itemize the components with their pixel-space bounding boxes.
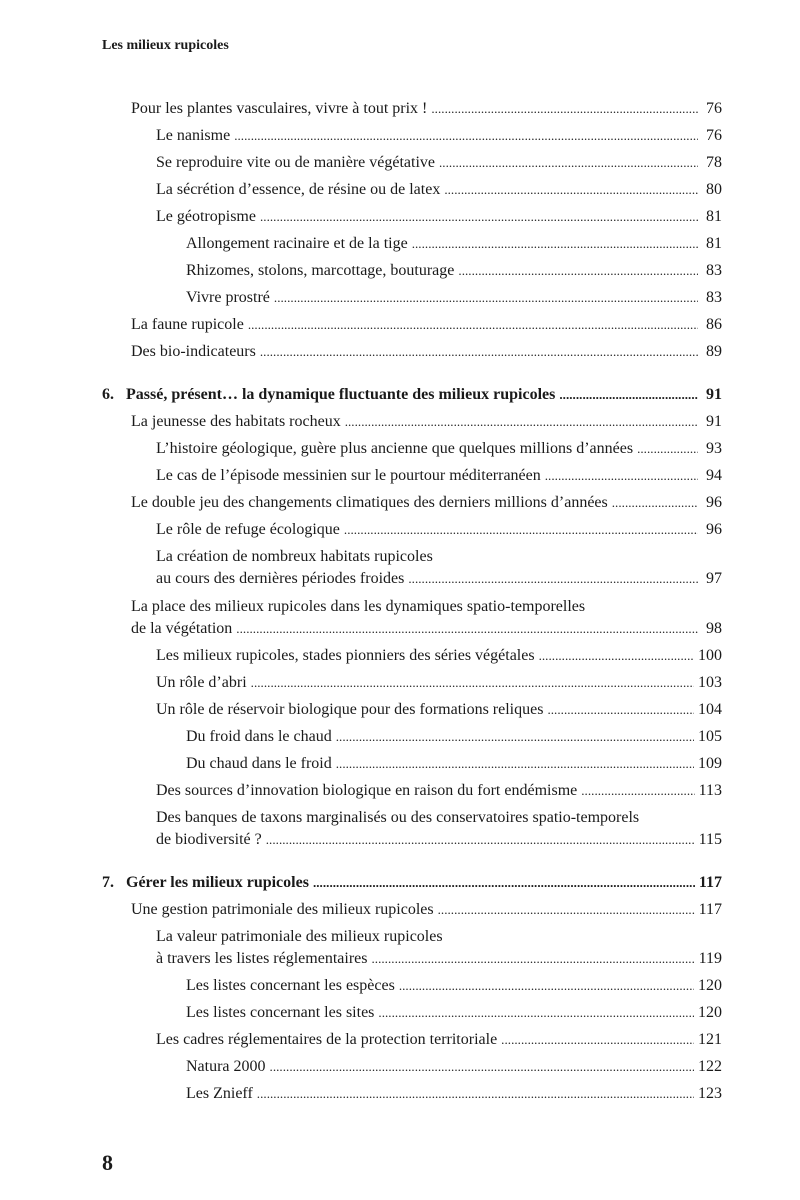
- toc-entry-title: de la végétation: [131, 620, 233, 637]
- toc-entry-title: Les Znieff: [186, 1085, 253, 1102]
- toc-entry[interactable]: [131, 98, 722, 120]
- toc-entry-title: La sécrétion d’essence, de résine ou de latex: [156, 181, 441, 198]
- dot-leader: [260, 341, 698, 363]
- running-head: Les milieux rupicoles: [102, 38, 229, 53]
- chapter-title: Passé, présent… la dynamique fluctuante des milieux rupicoles: [126, 386, 556, 403]
- toc-entry-title: Un rôle de réservoir biologique pour des formations reliques: [156, 701, 544, 718]
- toc-entry-title: Des bio-indicateurs: [131, 343, 256, 360]
- toc-entry-title: Allongement racinaire et de la tige: [186, 235, 408, 252]
- toc-entry-page: 117: [698, 901, 722, 918]
- toc-entry-page: 96: [706, 521, 722, 538]
- toc-entry-title-line1: La valeur patrimoniale des milieux rupicoles: [156, 928, 443, 945]
- toc-entry-title: Se reproduire vite ou de manière végétative: [156, 154, 435, 171]
- toc-entry[interactable]: [186, 287, 722, 309]
- dot-leader: [539, 645, 694, 667]
- dot-leader: [612, 492, 698, 514]
- dot-leader: [458, 260, 698, 282]
- toc-entry-page: 103: [698, 674, 722, 691]
- toc-entry-title: Le cas de l’épisode messinien sur le pourtour méditerranéen: [156, 467, 541, 484]
- toc-entry-page: 120: [698, 1004, 722, 1021]
- toc-entry-page: 83: [706, 289, 722, 306]
- dot-leader: [439, 152, 698, 174]
- dot-leader: [545, 465, 698, 487]
- dot-leader: [581, 780, 694, 802]
- toc-entry-title-line1: Des banques de taxons marginalisés ou des conservatoires spatio-temporels: [156, 809, 640, 826]
- toc-entry[interactable]: [186, 1056, 722, 1078]
- dot-leader: [236, 618, 698, 640]
- toc-entry-page: 81: [706, 235, 722, 252]
- toc-entry-page: 80: [706, 181, 722, 198]
- toc-entry-title-line1: La création de nombreux habitats rupicoles: [156, 548, 433, 565]
- dot-leader: [251, 672, 694, 694]
- toc-entry-page: 120: [698, 977, 722, 994]
- chapter-number: 6.: [102, 386, 114, 403]
- toc-entry-page: 117: [698, 874, 722, 891]
- toc-entry-page: 91: [706, 386, 722, 403]
- chapter-title: Gérer les milieux rupicoles: [126, 874, 309, 891]
- toc-entry-title: Rhizomes, stolons, marcottage, bouturage: [186, 262, 455, 279]
- toc-entry[interactable]: [186, 260, 722, 282]
- page-number: 8: [102, 1150, 113, 1175]
- dot-leader: [336, 726, 694, 748]
- toc-entry[interactable]: [186, 1002, 722, 1024]
- dot-leader: [336, 753, 694, 775]
- toc-entry[interactable]: [156, 546, 722, 590]
- toc-entry-title: Pour les plantes vasculaires, vivre à tout prix !: [131, 100, 428, 117]
- toc-entry[interactable]: [156, 465, 722, 487]
- toc-entry-title: à travers les listes réglementaires: [156, 950, 368, 967]
- toc-entry-title: Les listes concernant les sites: [186, 1004, 375, 1021]
- toc-entry-page: 104: [698, 701, 722, 718]
- toc-entry-title: Le nanisme: [156, 127, 231, 144]
- toc-entry-title: Le double jeu des changements climatiques des derniers millions d’années: [131, 494, 608, 511]
- toc-entry[interactable]: [186, 726, 722, 748]
- toc-entry[interactable]: [156, 152, 722, 174]
- toc-entry-page: 105: [698, 728, 722, 745]
- toc-chapter-6[interactable]: [102, 384, 722, 406]
- toc-entry-title: Du froid dans le chaud: [186, 728, 332, 745]
- toc-entry-page: 89: [706, 343, 722, 360]
- toc-entry[interactable]: [186, 1083, 722, 1105]
- toc-entry[interactable]: [131, 596, 722, 640]
- dot-leader: [274, 287, 698, 309]
- toc-entry-page: 123: [698, 1085, 722, 1102]
- toc-entry-title: Une gestion patrimoniale des milieux rupicoles: [131, 901, 434, 918]
- dot-leader: [559, 384, 698, 406]
- toc-entry-page: 76: [706, 100, 722, 117]
- toc-entry-title: La faune rupicole: [131, 316, 244, 333]
- dot-leader: [248, 314, 698, 336]
- toc-entry-title: La jeunesse des habitats rocheux: [131, 413, 341, 430]
- toc-entry[interactable]: [156, 125, 722, 147]
- toc-entry-title: Le rôle de refuge écologique: [156, 521, 340, 538]
- dot-leader: [371, 948, 694, 970]
- dot-leader: [270, 1056, 694, 1078]
- toc-entry-title-line1: La place des milieux rupicoles dans les dynamiques spatio-temporelles: [131, 598, 586, 615]
- dot-leader: [266, 829, 695, 851]
- dot-leader: [431, 98, 698, 120]
- toc-entry-page: 109: [698, 755, 722, 772]
- dot-leader: [399, 975, 694, 997]
- dot-leader: [345, 411, 698, 433]
- dot-leader: [234, 125, 698, 147]
- toc-entry[interactable]: [156, 807, 722, 851]
- toc-entry-page: 97: [706, 570, 722, 587]
- toc-entry-title: Vivre prostré: [186, 289, 270, 306]
- toc-entry-page: 94: [706, 467, 722, 484]
- dot-leader: [344, 519, 698, 541]
- toc-chapter-7[interactable]: [102, 872, 722, 894]
- toc-entry-page: 119: [698, 950, 722, 967]
- toc-entry-page: 113: [698, 782, 722, 799]
- toc-entry[interactable]: [156, 519, 722, 541]
- toc-entry-page: 81: [706, 208, 722, 225]
- dot-leader: [438, 899, 695, 921]
- toc-entry-page: 122: [698, 1058, 722, 1075]
- toc-entry-title: Le géotropisme: [156, 208, 256, 225]
- dot-leader: [501, 1029, 694, 1051]
- dot-leader: [257, 1083, 694, 1105]
- toc-entry-page: 115: [698, 831, 722, 848]
- toc-entry-title: Un rôle d’abri: [156, 674, 247, 691]
- toc-entry-page: 100: [698, 647, 722, 664]
- toc-entry-title: Les cadres réglementaires de la protection territoriale: [156, 1031, 498, 1048]
- toc-entry[interactable]: [156, 438, 722, 460]
- toc-entry-title: Les milieux rupicoles, stades pionniers des séries végétales: [156, 647, 535, 664]
- toc-entry-title: de biodiversité ?: [156, 831, 262, 848]
- dot-leader: [547, 699, 694, 721]
- toc-entry-title: au cours des dernières périodes froides: [156, 570, 405, 587]
- toc-entry[interactable]: [156, 672, 722, 694]
- toc-entry[interactable]: [186, 753, 722, 775]
- toc-entry[interactable]: [131, 492, 722, 514]
- toc-entry[interactable]: [156, 206, 722, 228]
- dot-leader: [412, 233, 698, 255]
- toc-entry[interactable]: [131, 341, 722, 363]
- toc-entry-page: 121: [698, 1031, 722, 1048]
- toc-entry-title: Les listes concernant les espèces: [186, 977, 395, 994]
- toc-entry-page: 76: [706, 127, 722, 144]
- toc-entry-title: Natura 2000: [186, 1058, 266, 1075]
- toc-entry[interactable]: [156, 645, 722, 667]
- dot-leader: [444, 179, 698, 201]
- dot-leader: [408, 568, 698, 590]
- dot-leader: [637, 438, 698, 460]
- toc-entry-page: 86: [706, 316, 722, 333]
- toc-entry[interactable]: [156, 179, 722, 201]
- toc-entry[interactable]: [156, 699, 722, 721]
- toc-entry[interactable]: [131, 314, 722, 336]
- toc-entry-page: 91: [706, 413, 722, 430]
- toc-entry[interactable]: [131, 899, 722, 921]
- toc-entry[interactable]: [156, 780, 722, 802]
- dot-leader: [313, 872, 695, 894]
- toc-entry[interactable]: [186, 975, 722, 997]
- toc-entry-page: 78: [706, 154, 722, 171]
- toc-entry-page: 93: [706, 440, 722, 457]
- toc-entry-title: L’histoire géologique, guère plus ancienne que quelques millions d’années: [156, 440, 634, 457]
- toc-entry[interactable]: [156, 926, 722, 970]
- toc-entry[interactable]: [186, 233, 722, 255]
- dot-leader: [378, 1002, 694, 1024]
- toc-entry-page: 98: [706, 620, 722, 637]
- chapter-number: 7.: [102, 874, 114, 891]
- toc-entry-title: Des sources d’innovation biologique en raison du fort endémisme: [156, 782, 578, 799]
- dot-leader: [260, 206, 698, 228]
- toc-entry-title: Du chaud dans le froid: [186, 755, 332, 772]
- toc-entry[interactable]: [156, 1029, 722, 1051]
- toc-entry-page: 83: [706, 262, 722, 279]
- toc-entry[interactable]: [131, 411, 722, 433]
- toc-entry-page: 96: [706, 494, 722, 511]
